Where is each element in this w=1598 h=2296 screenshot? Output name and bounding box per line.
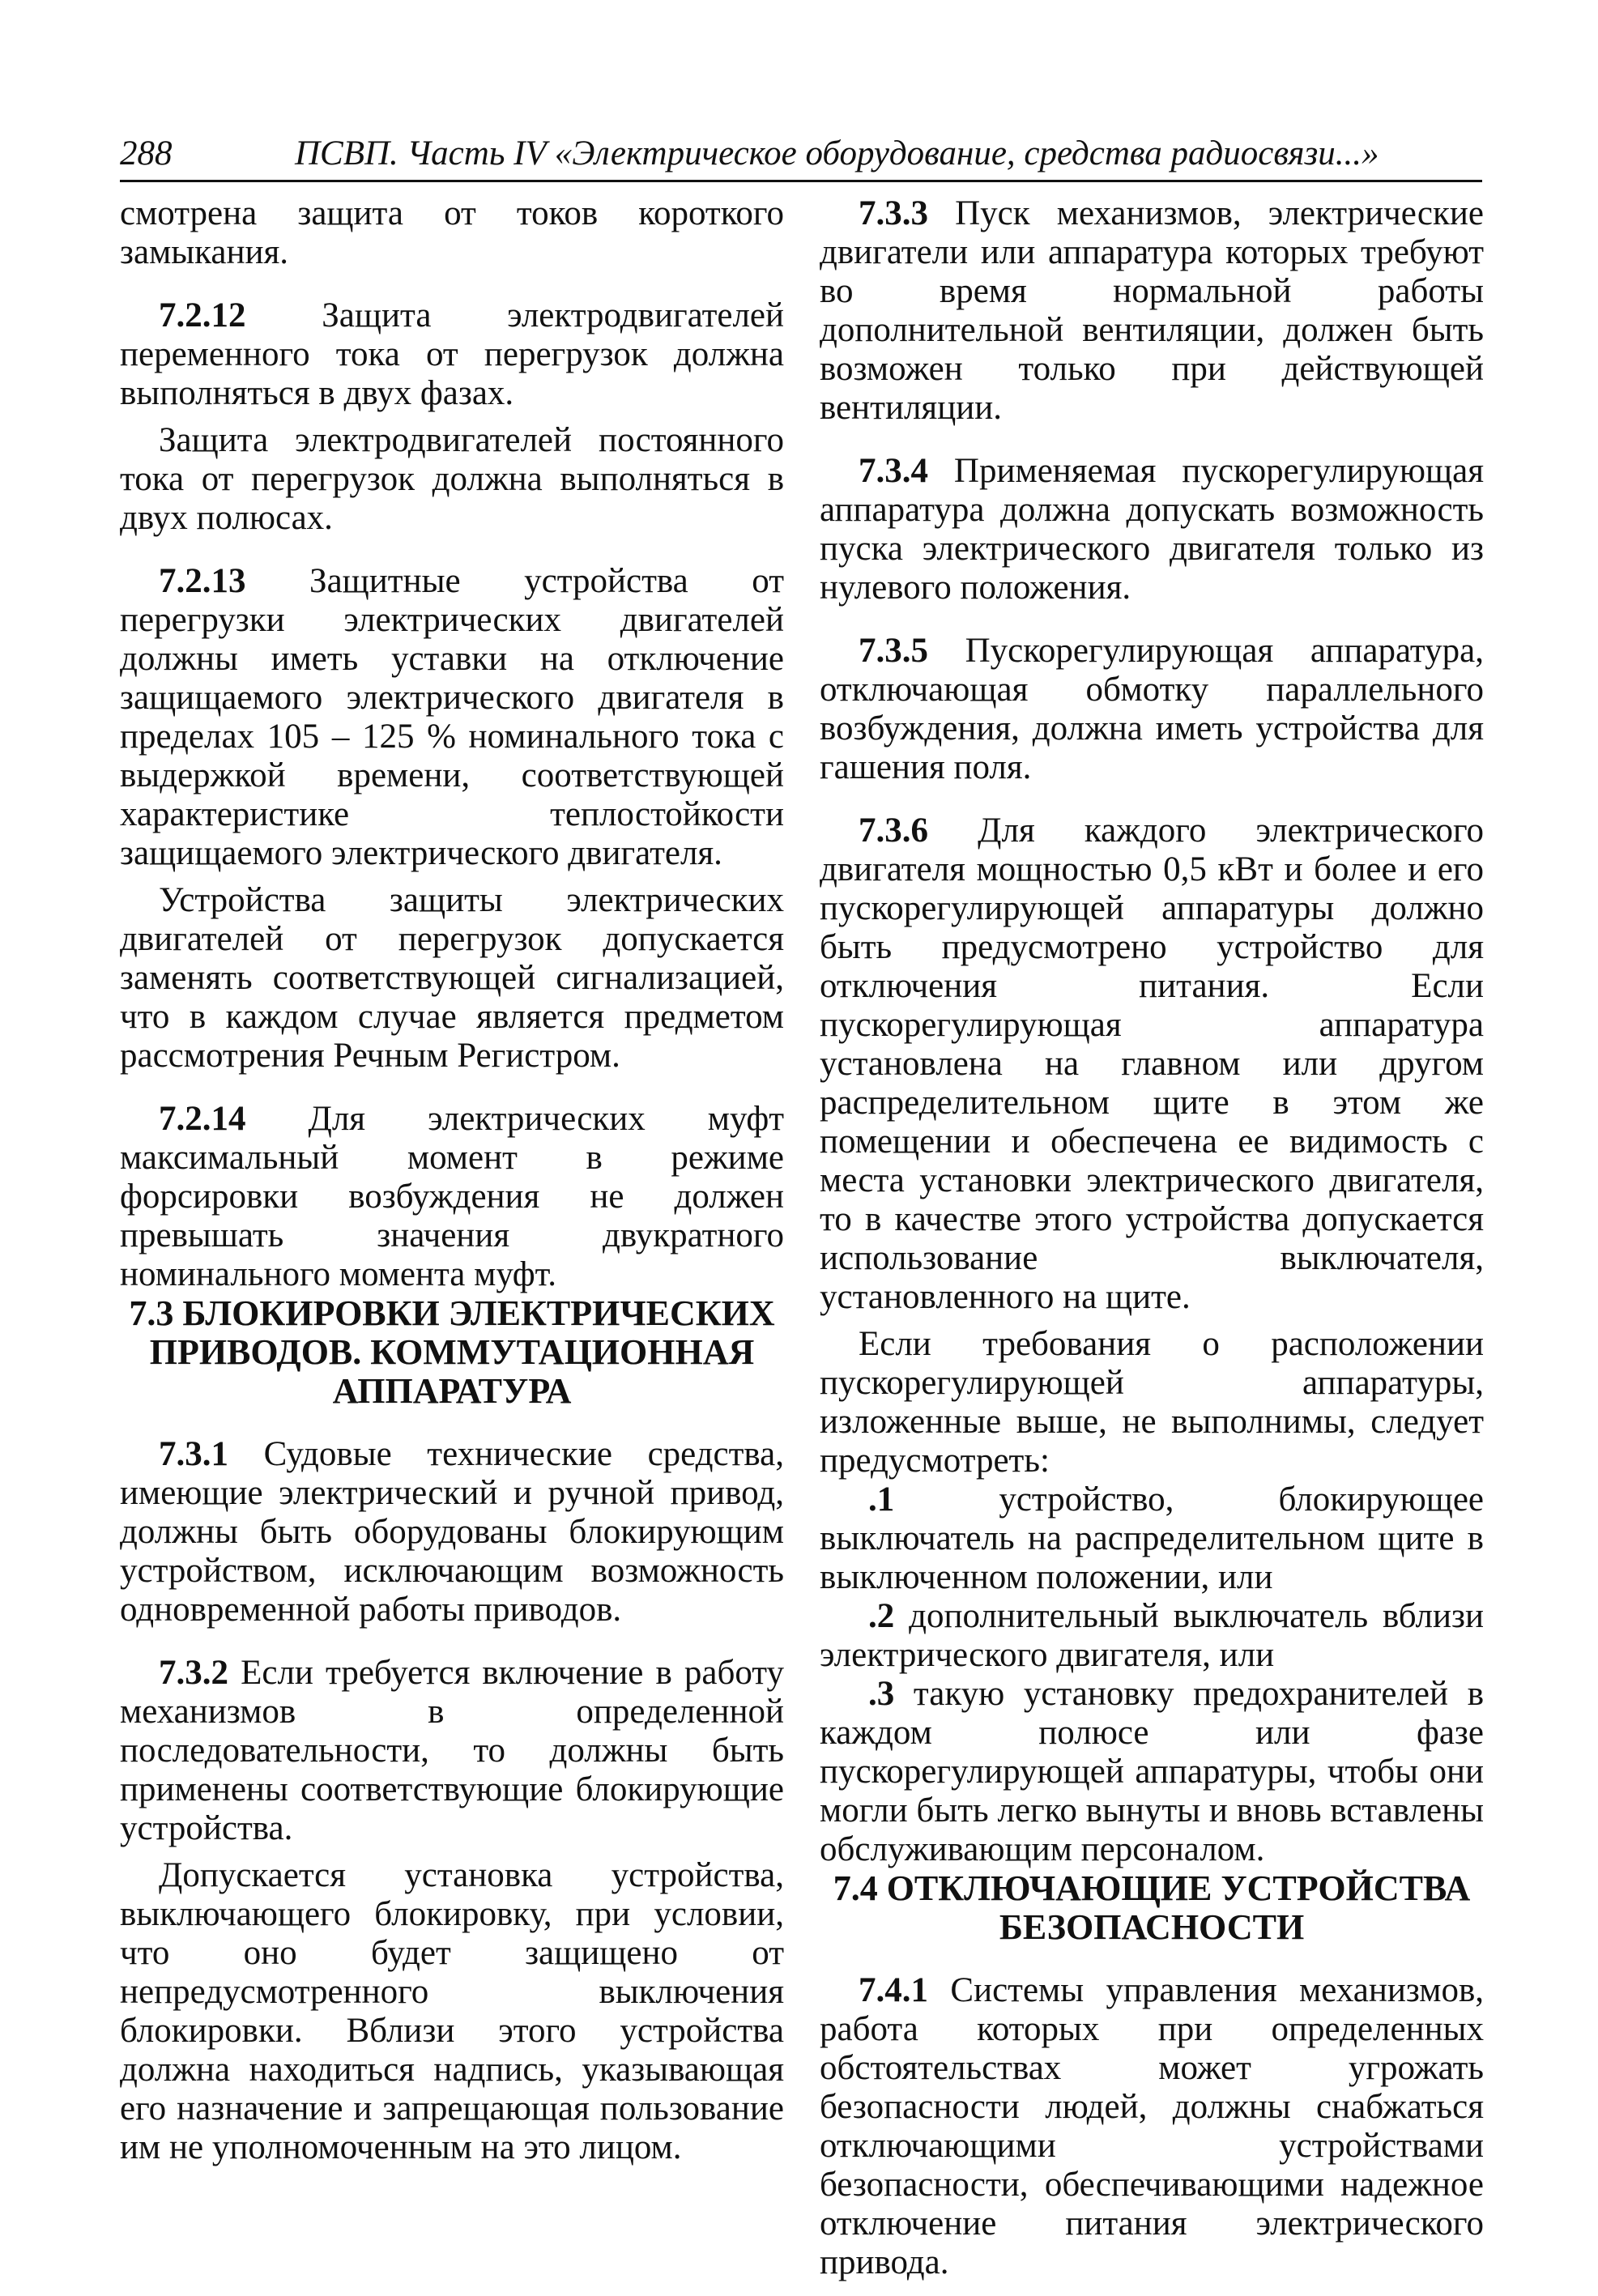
list-item bbox=[820, 1597, 1484, 1675]
clause-text: Пуск механизмов, электрические двигатели или аппаратура которых требуют во время нормальной работы дополнительной вентиляции, должен быть возможен только при действующей вентиляции. bbox=[820, 194, 1484, 427]
paragraph: Устройства защиты электрических двигателей от перегрузок допускается заменять соответствующей сигнализацией, что в каждом случае является предметом рассмотрения Речным Регистром. bbox=[120, 881, 784, 1075]
running-title: ПСВП. Часть IV «Электрическое оборудование, средства радиосвязи...» bbox=[295, 134, 1379, 173]
clause-text: Защитные устройства от перегрузки электрических двигателей должны иметь уставки на отключение защищаемого электрического двигателя в пределах 105 – 125 % номинального тока с выдержкой времени, соответствующей характеристике теплостойкости защищаемого электрического двигателя. bbox=[120, 562, 784, 872]
section-heading-7-3: 7.3 БЛОКИРОВКИ ЭЛЕКТРИЧЕСКИХ ПРИВОДОВ. КОММУТАЦИОННАЯ АППАРАТУРА bbox=[129, 1293, 775, 1411]
clause-7-3-5 bbox=[820, 632, 1484, 787]
clause-number: 7.2.14 bbox=[159, 1100, 246, 1138]
clause-text: Защита электродвигателей переменного тока от перегрузок должна выполняться в двух фазах. bbox=[120, 296, 785, 412]
clause-number: 7.3.4 bbox=[859, 452, 928, 490]
paragraph: Допускается установка устройства, выключающего блокировку, при условии, что оно будет защищено от непредусмотренного выключения блокировки. Вблизи этого устройства должна находиться надпись, указывающая его назначение и запрещающая пользование им не уполномоченным на это лицом. bbox=[120, 1856, 784, 2166]
left-column bbox=[120, 194, 784, 2167]
paragraph: Защита электродвигателей постоянного тока от перегрузок должна выполняться в двух полюсах. bbox=[120, 421, 784, 537]
list-text: устройство, блокирующее выключатель на распределительном щите в выключенном положении, или bbox=[820, 1480, 1484, 1596]
section-heading-7-4: 7.4 ОТКЛЮЧАЮЩИЕ УСТРОЙСТВА БЕЗОПАСНОСТИ bbox=[833, 1868, 1471, 1947]
list-text: такую установку предохранителей в каждом полюсе или фазе пускорегулирующей аппаратуры, чтобы они могли быть легко вынуты и вновь вставлены обслуживающим персоналом. bbox=[820, 1675, 1484, 1868]
page-number: 288 bbox=[120, 134, 173, 173]
clause-number: 7.2.13 bbox=[159, 562, 246, 600]
clause-text: Судовые технические средства, имеющие электрический и ручной привод, должны быть оборудованы блокирующим устройством, исключающим возможность одновременной работы приводов. bbox=[120, 1435, 784, 1629]
clause-number: 7.3.5 bbox=[859, 632, 928, 670]
list-number: .2 bbox=[868, 1597, 895, 1635]
clause-text: Пускорегулирующая аппаратура, отключающая обмотку параллельного возбуждения, должна иметь устройства для гашения поля. bbox=[820, 632, 1484, 786]
clause-7-2-13 bbox=[120, 562, 784, 873]
right-column bbox=[820, 194, 1484, 2282]
list-number: .3 bbox=[868, 1675, 895, 1713]
clause-7-3-1 bbox=[120, 1435, 784, 1629]
list-number: .1 bbox=[868, 1480, 895, 1519]
clause-7-3-4 bbox=[820, 452, 1484, 607]
clause-7-3-2 bbox=[120, 1654, 784, 1848]
paragraph-continuation: смотрена защита от токов короткого замыкания. bbox=[120, 194, 784, 271]
list-text: дополнительный выключатель вблизи электрического двигателя, или bbox=[820, 1597, 1485, 1674]
clause-7-2-12 bbox=[120, 296, 784, 413]
clause-text: Если требуется включение в работу механизмов в определенной последовательности, то должны быть применены соответствующие блокирующие устройства. bbox=[120, 1654, 785, 1847]
list-item bbox=[820, 1480, 1484, 1597]
paragraph: Если требования о расположении пускорегулирующей аппаратуры, изложенные выше, не выполнимы, следует предусмотреть: bbox=[820, 1325, 1484, 1480]
clause-number: 7.4.1 bbox=[859, 1971, 928, 2009]
list-item bbox=[820, 1675, 1484, 1869]
clause-text: Для электрических муфт максимальный момент в режиме форсировки возбуждения не должен превышать значения двукратного номинального момента муфт. bbox=[120, 1100, 784, 1293]
clause-7-3-6 bbox=[820, 811, 1484, 1317]
clause-text: Системы управления механизмов, работа которых при определенных обстоятельствах может угрожать безопасности людей, должны снабжаться отключающими устройствами безопасности, обеспечивающими надежное отключение питания электрического привода. bbox=[820, 1971, 1484, 2281]
page-header bbox=[120, 121, 1482, 182]
clause-number: 7.3.6 bbox=[859, 811, 928, 850]
clause-number: 7.3.3 bbox=[859, 194, 928, 232]
clause-text: Для каждого электрического двигателя мощностью 0,5 кВт и более и его пускорегулирующей аппаратуры должно быть предусмотрено устройство для отключения питания. Если пускорегулирующая аппаратура установлена на главном или другом распределительном щите в этом же помещении и обеспечена ее видимость с места установки электрического двигателя, то в качестве этого устройства допускается использование выключателя, установленного на щите. bbox=[820, 811, 1485, 1316]
clause-7-3-3 bbox=[820, 194, 1484, 428]
clause-7-4-1 bbox=[820, 1971, 1484, 2282]
clause-number: 7.3.1 bbox=[159, 1435, 228, 1473]
clause-number: 7.2.12 bbox=[159, 296, 246, 334]
clause-7-2-14 bbox=[120, 1100, 784, 1294]
clause-number: 7.3.2 bbox=[159, 1654, 228, 1692]
clause-text: Применяемая пускорегулирующая аппаратура должна допускать возможность пуска электрического двигателя только из нулевого положения. bbox=[820, 452, 1484, 607]
